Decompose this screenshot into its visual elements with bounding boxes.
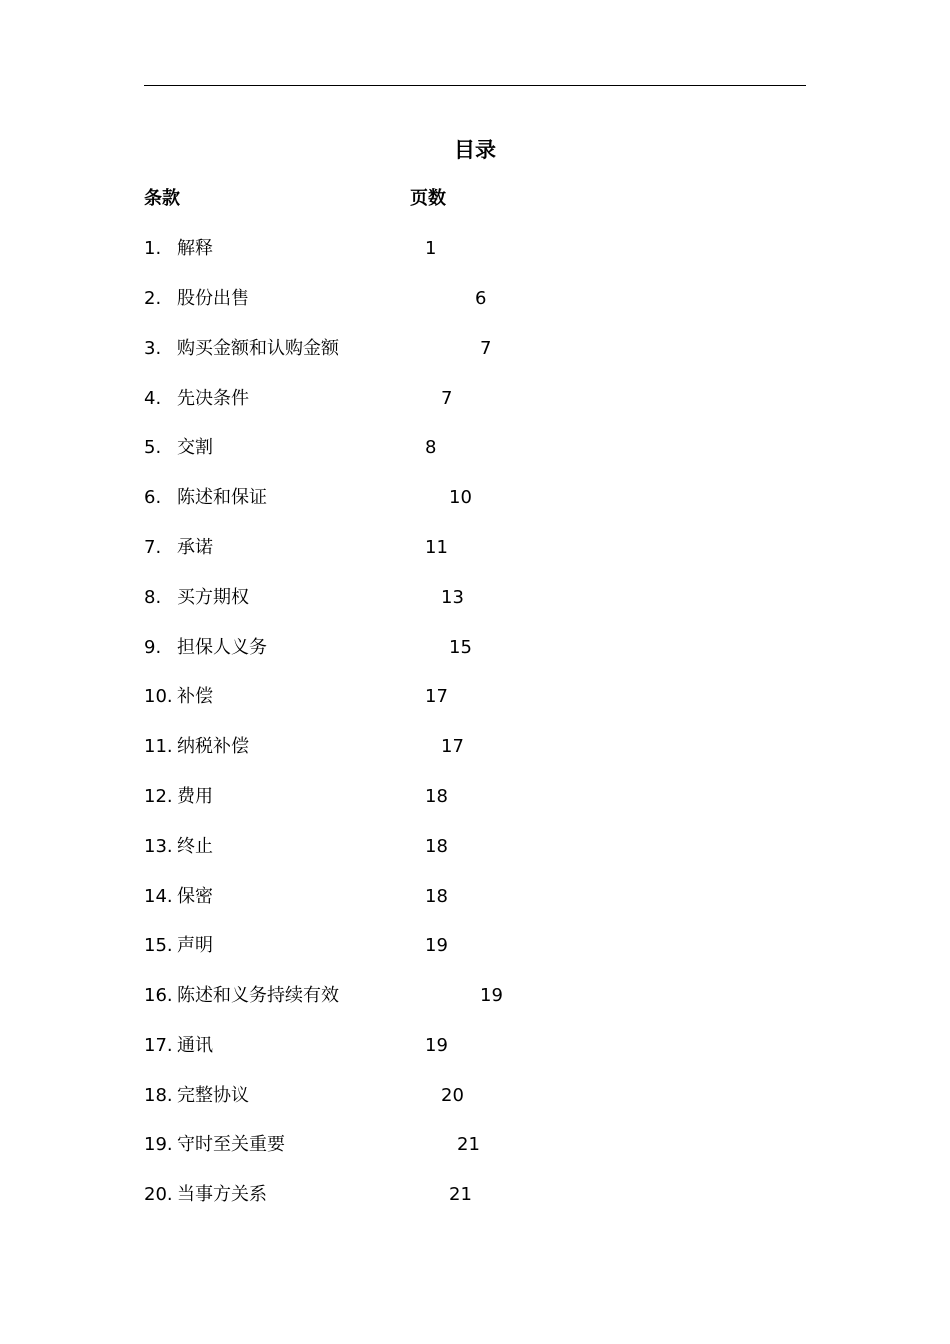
top-divider	[144, 85, 806, 86]
toc-entry	[0, 883, 950, 911]
toc-entry-page: 21	[457, 1134, 480, 1155]
toc-entry-page: 1	[425, 238, 437, 259]
toc-entry-page: 7	[480, 338, 492, 359]
toc-entry-number: 8.	[144, 587, 162, 608]
toc-entry-page: 20	[441, 1085, 464, 1106]
toc-entry-label: 纳税补偿	[177, 736, 249, 757]
toc-entry-label: 交割	[177, 437, 213, 458]
toc-entry-label: 声明	[177, 935, 213, 956]
toc-entry-label: 承诺	[177, 537, 213, 558]
toc-entry-page: 8	[425, 437, 437, 458]
toc-entry-page: 7	[441, 388, 453, 409]
toc-entry-number: 5.	[144, 437, 162, 458]
toc-entry	[0, 932, 950, 960]
toc-entry	[0, 783, 950, 811]
toc-entry	[0, 833, 950, 861]
toc-entry-number: 9.	[144, 637, 162, 658]
toc-entry-label: 费用	[177, 786, 213, 807]
toc-entry-label: 先决条件	[177, 388, 249, 409]
page-title: 目录	[454, 138, 496, 162]
toc-entry-number: 10.	[144, 686, 173, 707]
toc-entry-page: 17	[441, 736, 464, 757]
toc-entry	[0, 434, 950, 462]
toc-entry-page: 13	[441, 587, 464, 608]
toc-entry	[0, 335, 950, 363]
toc-entry	[0, 1082, 950, 1110]
toc-entry	[0, 982, 950, 1010]
toc-entry	[0, 634, 950, 662]
toc-entry-label: 解释	[177, 238, 213, 259]
toc-entry-label: 终止	[177, 836, 213, 857]
toc-entry-number: 2.	[144, 288, 162, 309]
toc-entry-label: 股份出售	[177, 288, 249, 309]
toc-entry	[0, 534, 950, 562]
toc-entry-label: 买方期权	[177, 587, 249, 608]
toc-entry	[0, 733, 950, 761]
toc-entry-page: 10	[449, 487, 472, 508]
toc-entry-label: 当事方关系	[177, 1184, 267, 1205]
toc-entry-label: 完整协议	[177, 1085, 249, 1106]
toc-entry-page: 6	[475, 288, 487, 309]
toc-entry-label: 保密	[177, 886, 213, 907]
toc-entry	[0, 1131, 950, 1159]
toc-entry-number: 18.	[144, 1085, 173, 1106]
toc-entry-page: 21	[449, 1184, 472, 1205]
toc-entry-page: 18	[425, 836, 448, 857]
toc-entry	[0, 1032, 950, 1060]
toc-entry-number: 11.	[144, 736, 173, 757]
toc-entry-page: 19	[425, 1035, 448, 1056]
toc-entry-page: 19	[480, 985, 503, 1006]
toc-entry-label: 通讯	[177, 1035, 213, 1056]
toc-entry-label: 守时至关重要	[177, 1134, 285, 1155]
toc-entry-number: 14.	[144, 886, 173, 907]
toc-entry-number: 6.	[144, 487, 162, 508]
toc-entry-page: 19	[425, 935, 448, 956]
toc-entry-number: 13.	[144, 836, 173, 857]
toc-entry	[0, 285, 950, 313]
toc-entry	[0, 683, 950, 711]
toc-entry-label: 陈述和义务持续有效	[177, 985, 339, 1006]
toc-entry-label: 购买金额和认购金额	[177, 338, 339, 359]
toc-entry-label: 陈述和保证	[177, 487, 267, 508]
toc-entry-page: 17	[425, 686, 448, 707]
toc-entry-number: 4.	[144, 388, 162, 409]
toc-entry-number: 1.	[144, 238, 162, 259]
toc-entry-number: 3.	[144, 338, 162, 359]
toc-entry-number: 7.	[144, 537, 162, 558]
toc-entry-page: 11	[425, 537, 448, 558]
toc-entry	[0, 1181, 950, 1209]
toc-entry	[0, 235, 950, 263]
toc-entry-number: 12.	[144, 786, 173, 807]
toc-entry	[0, 484, 950, 512]
toc-entry-page: 18	[425, 886, 448, 907]
toc-entry-number: 19.	[144, 1134, 173, 1155]
toc-entry-label: 担保人义务	[177, 637, 267, 658]
toc-entry-number: 16.	[144, 985, 173, 1006]
column-header-page: 页数	[410, 188, 446, 209]
toc-entry	[0, 584, 950, 612]
toc-entry-number: 15.	[144, 935, 173, 956]
toc-entry-page: 15	[449, 637, 472, 658]
toc-entry-number: 17.	[144, 1035, 173, 1056]
toc-entry-page: 18	[425, 786, 448, 807]
toc-entry	[0, 385, 950, 413]
toc-entry-number: 20.	[144, 1184, 173, 1205]
toc-entry-label: 补偿	[177, 686, 213, 707]
column-header-clause: 条款	[144, 188, 180, 209]
